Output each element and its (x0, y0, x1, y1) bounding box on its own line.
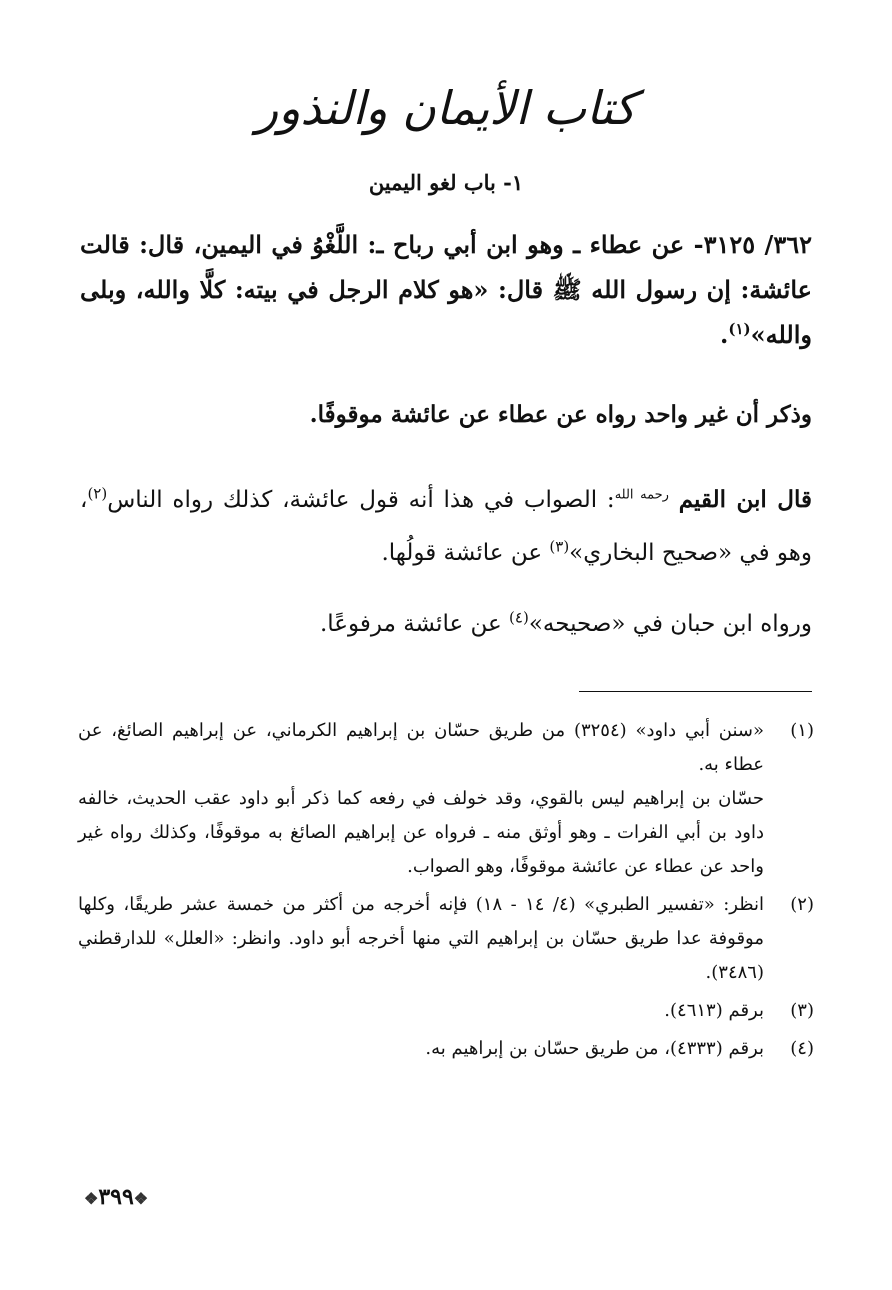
ibn-qayyim-text-a: : الصواب في هذا أنه قول عائشة، كذلك رواه الناس (107, 487, 615, 513)
ornament-icon: ❖ (133, 1189, 149, 1208)
narration-note: وذكر أن غير واحد رواه عن عطاء عن عائشة موقوفًا. (309, 401, 812, 428)
ibn-hibban-paragraph (80, 604, 812, 644)
footnote-ref-2[interactable]: (٢) (87, 484, 108, 503)
main-text (80, 222, 812, 644)
ibn-hibban-text-b: عن عائشة مرفوعًا. (319, 611, 510, 637)
ibn-qayyim-paragraph (80, 473, 812, 580)
footnote-text: برقم (٤٦١٣). (664, 1000, 764, 1021)
ornament-icon: ❖ (84, 1189, 99, 1208)
footnote-text: حسّان بن إبراهيم ليس بالقوي، وقد خولف في رفعه كما ذكر أبو داود عقب الحديث، خالفه داود بن أبي الفرات ـ وهو أوثق منه ـ فرواه عن إبراهيم الصائغ به موقوفًا، وكذلك رواه غير واحد عن عطاء عن عائشة موقوفًا، وهو الصواب. (78, 788, 764, 877)
footnote-text: «سنن أبي داود» (٣٢٥٤) من طريق حسّان بن إبراهيم الكرماني، عن إبراهيم الصائغ، عن عطاء به. (78, 720, 764, 775)
honorific-glyph: رحمه الله (614, 487, 669, 503)
page-number (84, 1184, 148, 1210)
hadith-paragraph (80, 222, 812, 357)
hadith-text: ٣٦٢/ ٣١٢٥- عن عطاء ـ وهو ابن أبي رباح ـ: اللَّغْوُ في اليمين، قال: قالت عائشة: إن رسول الله ﷺ قال: «هو كلام الرجل في بيته: كلَّا والله، وبلى والله» (80, 230, 812, 349)
speaker-label: قال ابن القيم (678, 486, 813, 513)
page-number-value: ٣٩٩ (98, 1184, 134, 1210)
book-title: كتاب الأيمان والنذور (255, 81, 637, 135)
footnote-item (78, 994, 814, 1028)
footnote-ref-1[interactable]: (١) (728, 320, 751, 338)
footnote-number: (٢) (790, 894, 814, 915)
ibn-qayyim-text-b: ، وهو في «صحيح البخاري» (80, 487, 812, 566)
footnote-ref-4[interactable]: (٤) (509, 608, 529, 627)
footnote-text: انظر: «تفسير الطبري» (٤/ ١٤ - ١٨) فإنه أخرجه من أكثر من خمسة عشر طريقًا، وكلها موقوفة عدا طريق حسّان بن إبراهيم التي منها أخرجه أبو داود. وانظر: «العلل» للدارقطني (٣٤٨٦). (78, 894, 764, 983)
footnote-number: (٤) (790, 1038, 814, 1059)
ibn-hibban-text-a: ورواه ابن حبان في «صحيحه» (528, 611, 812, 637)
footnote-text: برقم (٤٣٣٣)، من طريق حسّان بن إبراهيم به. (425, 1038, 764, 1059)
footnote-item (78, 888, 814, 990)
footnote-number: (١) (790, 720, 814, 741)
footnote-item (78, 714, 814, 884)
footnote-ref-3[interactable]: (٣) (549, 537, 570, 556)
footnote-divider (579, 691, 812, 692)
footnote-item (78, 1032, 814, 1066)
footnotes (78, 714, 814, 1070)
chapter-heading: ١- باب لغو اليمين (368, 170, 524, 195)
footnote-number: (٣) (790, 1000, 814, 1021)
hadith-text-end: . (719, 320, 729, 349)
ibn-qayyim-text-c: عن عائشة قولُها. (381, 540, 550, 566)
